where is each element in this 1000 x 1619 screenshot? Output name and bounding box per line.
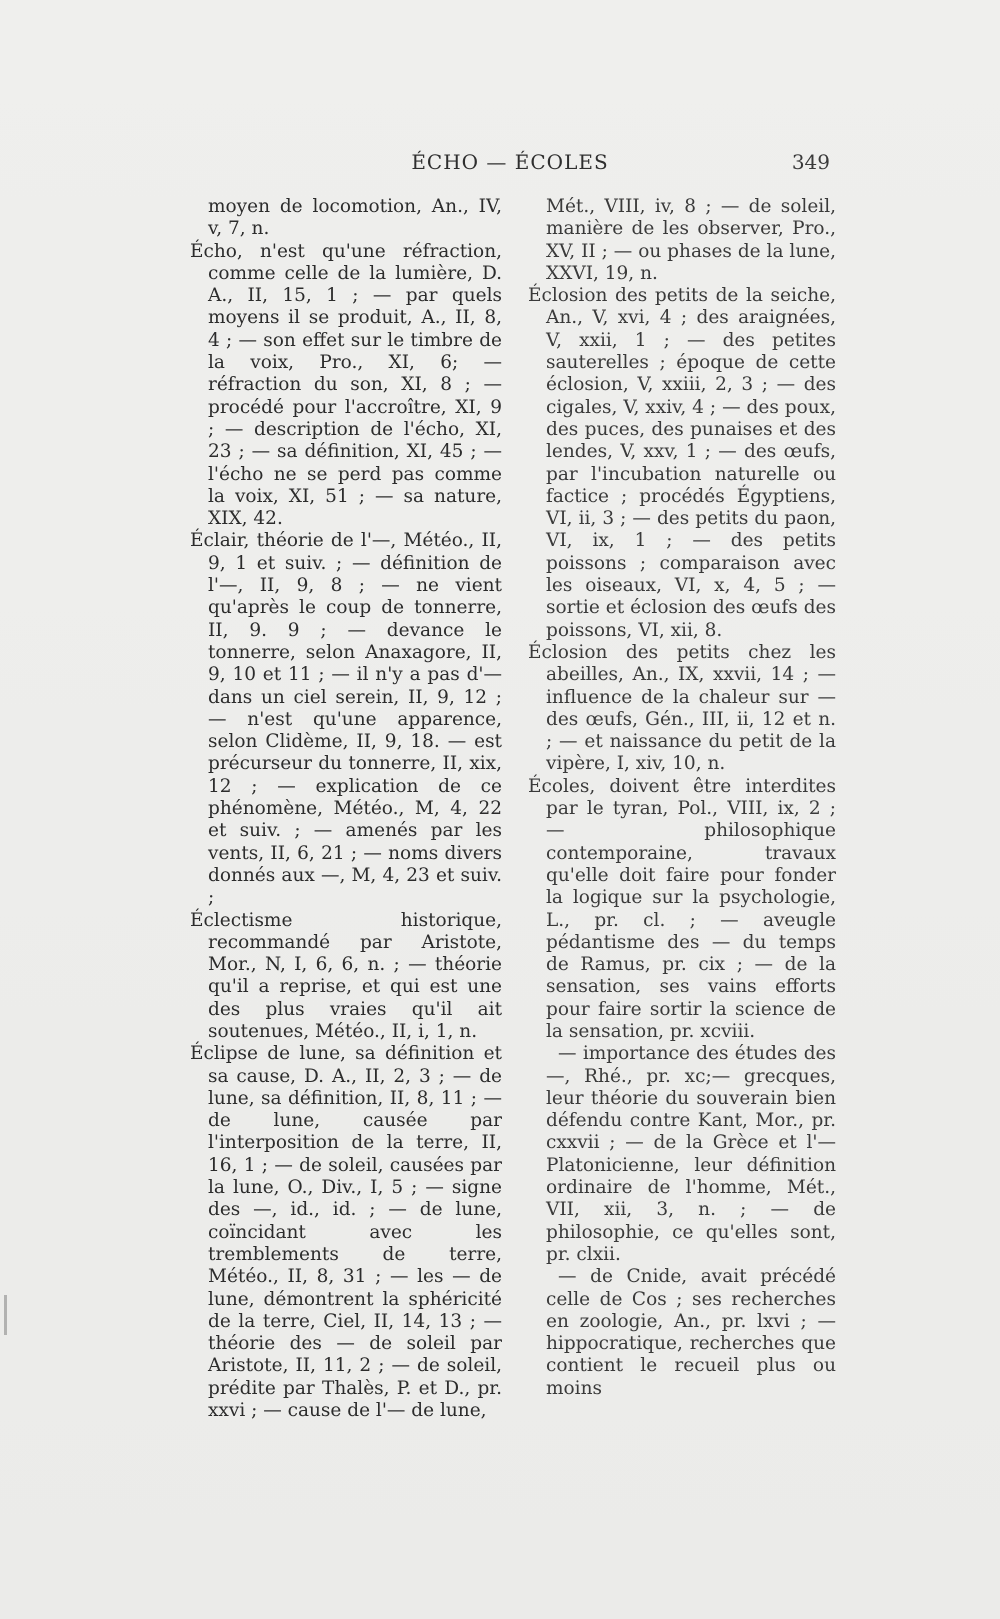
page-title: ÉCHO — ÉCOLES	[411, 150, 609, 174]
left-column	[190, 196, 502, 1422]
index-entry: Éclosion des petits chez les abeilles, An., IX, xxvii, 14 ; — influence de la chaleur sur — des œufs, Gén., III, ii, 12 et n. ; — et naissance du petit de la vipère, I, xiv, 10, n.	[528, 641, 836, 775]
index-entry: Éclosion des petits de la seiche, An., V, xvi, 4 ; des araignées, V, xxii, 1 ; — des petites sauterelles ; époque de cette éclosion, V, xxiii, 2, 3 ; — des cigales, V, xxiv, 4 ; — des poux, des puces, des punaises et des lendes, V, xxv, 1 ; — des œufs, par l'incubation naturelle ou factice ; procédés Égyptiens, VI, ii, 3 ; — des petits du paon, VI, ix, 1 ; — des petits poissons ; comparaison avec les oiseaux, VI, x, 4, 5 ; — sortie et éclosion des œufs des poissons, VI, xii, 8.	[528, 285, 836, 641]
binding-mark	[4, 1295, 7, 1335]
index-entry: Mét., VIII, iv, 8 ; — de soleil, manière de les observer, Pro., XV, II ; — ou phases de la lune, XXVI, 19, n.	[546, 196, 836, 284]
page-number: 349	[791, 150, 830, 174]
index-subentry: — de Cnide, avait précédé celle de Cos ; ses recherches en zoologie, An., pr. lxvi ; — hippocratique, recherches que contient le recueil plus ou moins	[546, 1266, 836, 1399]
index-entry: Écho, n'est qu'une réfraction, comme celle de la lumière, D. A., II, 15, 1 ; — par quels moyens il se produit, A., II, 8, 4 ; — son effet sur le timbre de la voix, Pro., XI, 6; — réfraction du son, XI, 8 ; — procédé pour l'accroître, XI, 9 ; — description de l'écho, XI, 23 ; — sa définition, XI, 45 ; — l'écho ne se perd pas comme la voix, XI, 51 ; — sa nature, XIX, 42.	[190, 240, 502, 530]
right-column	[528, 196, 836, 1400]
running-header	[190, 150, 830, 178]
index-entry: Éclectisme historique, recommandé par Aristote, Mor., N, I, 6, 6, n. ; — théorie qu'il a reprise, et qui est une des plus vraies qu'il ait soutenues, Météo., II, i, 1, n.	[190, 909, 502, 1042]
index-entry: moyen de locomotion, An., IV, v, 7, n.	[208, 196, 502, 240]
index-entry: Éclair, théorie de l'—, Météo., II, 9, 1 et suiv. ; — définition de l'—, II, 9, 8 ; — ne vient qu'après le coup de tonnerre, II, 9. 9 ; — devance le tonnerre, selon Anaxagore, II, 9, 10 et 11 ; — il n'y a pas d'— dans un ciel serein, II, 9, 12 ; — n'est qu'une apparence, selon Clidème, II, 9, 18. — est précurseur du tonnerre, II, xix, 12 ; — explication de ce phénomène, Météo., M, 4, 22 et suiv. ; — amenés par les vents, II, 6, 21 ; — noms divers donnés aux —, M, 4, 23 et suiv. ;	[190, 530, 502, 909]
index-subentry: — importance des études des —, Rhé., pr. xc;— grecques, leur théorie du souverain bien défendu contre Kant, Mor., pr. cxxvii ; — de la Grèce et l'— Platonicienne, leur définition ordinaire de l'homme, Mét., VII, xii, 3, n. ; — de philosophie, ce qu'elles sont, pr. clxii.	[546, 1043, 836, 1265]
index-entry: Écoles, doivent être interdites par le tyran, Pol., VIII, ix, 2 ; — philosophique contemporaine, travaux qu'elle doit faire pour fonder la logique sur la psychologie, L., pr. cl. ; — aveugle pédantisme des — du temps de Ramus, pr. cix ; — de la sensation, ses vains efforts pour faire sortir la science de la sensation, pr. xcviii.	[528, 775, 836, 1042]
index-entry: Éclipse de lune, sa définition et sa cause, D. A., II, 2, 3 ; — de lune, sa définition, II, 8, 11 ; — de lune, causée par l'interposition de la terre, II, 16, 1 ; — de soleil, causées par la lune, O., Div., I, 5 ; — signe des —, id., id. ; — de lune, coïncidant avec les tremblements de terre, Météo., II, 8, 31 ; — les — de lune, démontrent la sphéricité de la terre, Ciel, II, 14, 13 ; — théorie des — de soleil par Aristote, II, 11, 2 ; — de soleil, prédite par Thalès, P. et D., pr. xxvi ; — cause de l'— de lune,	[190, 1043, 502, 1422]
